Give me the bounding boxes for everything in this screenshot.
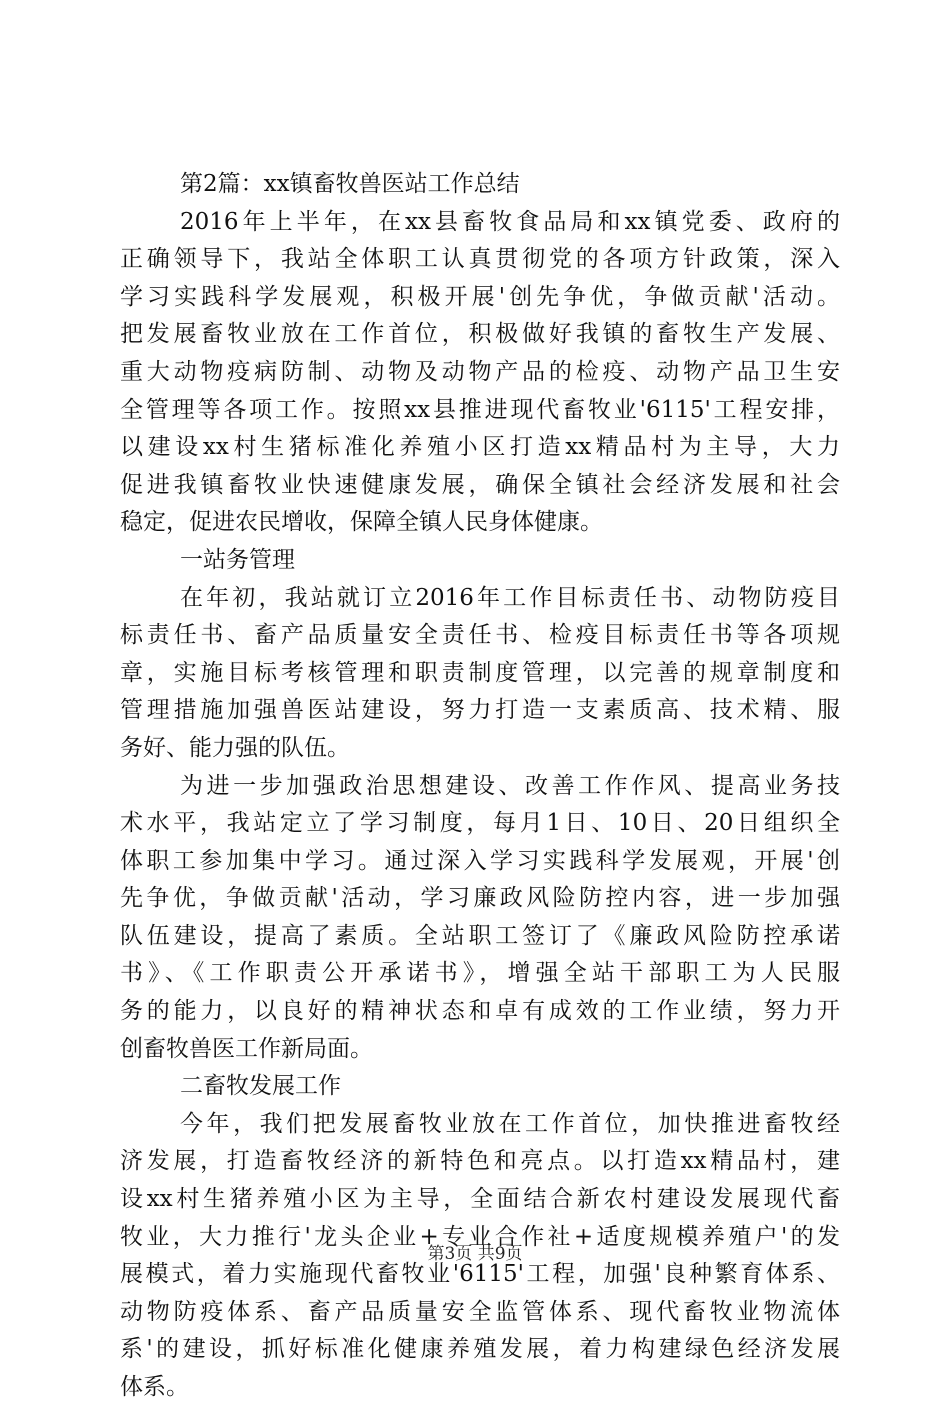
text-line: 动物防疫体系、畜产品质量安全监管体系、现代畜牧业物流体: [120, 1298, 840, 1325]
text-line: 二畜牧发展工作: [180, 1073, 341, 1100]
text-line: 把发展畜牧业放在工作首位，积极做好我镇的畜牧生产发展、: [120, 321, 840, 348]
text-line: 章，实施目标考核管理和职责制度管理，以完善的规章制度和: [120, 659, 840, 686]
text-line: 务好、能力强的队伍。: [120, 734, 350, 761]
text-line: 在年初，我站就订立2016年工作目标责任书、动物防疫目: [180, 584, 840, 611]
text-line: 今年，我们把发展畜牧业放在工作首位，加快推进畜牧经: [180, 1110, 840, 1137]
text-line: 以建设xx村生猪标准化养殖小区打造xx精品村为主导，大力: [120, 434, 840, 461]
text-line: 重大动物疫病防制、动物及动物产品的检疫、动物产品卫生安: [120, 358, 840, 385]
text-line: 术水平，我站定立了学习制度，每月1日、10日、20日组织全: [120, 810, 840, 837]
text-line: 先争优，争做贡献'活动，学习廉政风险防控内容，进一步加强: [120, 885, 840, 912]
text-line: 标责任书、畜产品质量安全责任书、检疫目标责任书等各项规: [120, 622, 840, 649]
text-line: 2016年上半年，在xx县畜牧食品局和xx镇党委、政府的: [180, 208, 840, 235]
text-line: 展模式，着力实施现代畜牧业'6115'工程，加强'良种繁育体系、: [120, 1261, 840, 1288]
text-line: 系'的建设，抓好标准化健康养殖发展，着力构建绿色经济发展: [120, 1336, 840, 1363]
text-line: 促进我镇畜牧业快速健康发展，确保全镇社会经济发展和社会: [120, 471, 840, 498]
text-line: 牧业，大力推行'龙头企业+专业合作社+适度规模养殖户'的发: [120, 1223, 840, 1250]
text-line: 书》、《工作职责公开承诺书》，增强全站干部职工为人民服: [120, 960, 840, 987]
text-line: 第2篇：xx镇畜牧兽医站工作总结: [180, 171, 520, 197]
text-line: 全管理等各项工作。按照xx县推进现代畜牧业'6115'工程安排，: [120, 396, 840, 423]
page-footer: 第3页 共9页: [427, 1244, 523, 1264]
text-line: 务的能力，以良好的精神状态和卓有成效的工作业绩，努力开: [120, 998, 840, 1025]
text-line: 济发展，打造畜牧经济的新特色和亮点。以打造xx精品村，建: [120, 1148, 840, 1175]
text-line: 为进一步加强政治思想建设、改善工作作风、提高业务技: [180, 772, 840, 799]
text-line: 学习实践科学发展观，积极开展'创先争优，争做贡献'活动。: [120, 283, 840, 310]
text-line: 稳定，促进农民增收，保障全镇人民身体健康。: [120, 509, 603, 536]
text-line: 一站务管理: [180, 546, 295, 573]
document-body: [120, 166, 840, 1407]
text-line: 管理措施加强兽医站建设，努力打造一支素质高、技术精、服: [120, 697, 840, 724]
text-line: 创畜牧兽医工作新局面。: [120, 1035, 373, 1062]
text-line: 正确领导下，我站全体职工认真贯彻党的各项方针政策，深入: [120, 246, 840, 273]
text-line: 队伍建设，提高了素质。全站职工签订了《廉政风险防控承诺: [120, 922, 840, 949]
text-line: 设xx村生猪养殖小区为主导，全面结合新农村建设发展现代畜: [120, 1186, 840, 1213]
text-line: 体系。: [120, 1374, 189, 1400]
text-line: 体职工参加集中学习。通过深入学习实践科学发展观，开展'创: [120, 847, 840, 874]
